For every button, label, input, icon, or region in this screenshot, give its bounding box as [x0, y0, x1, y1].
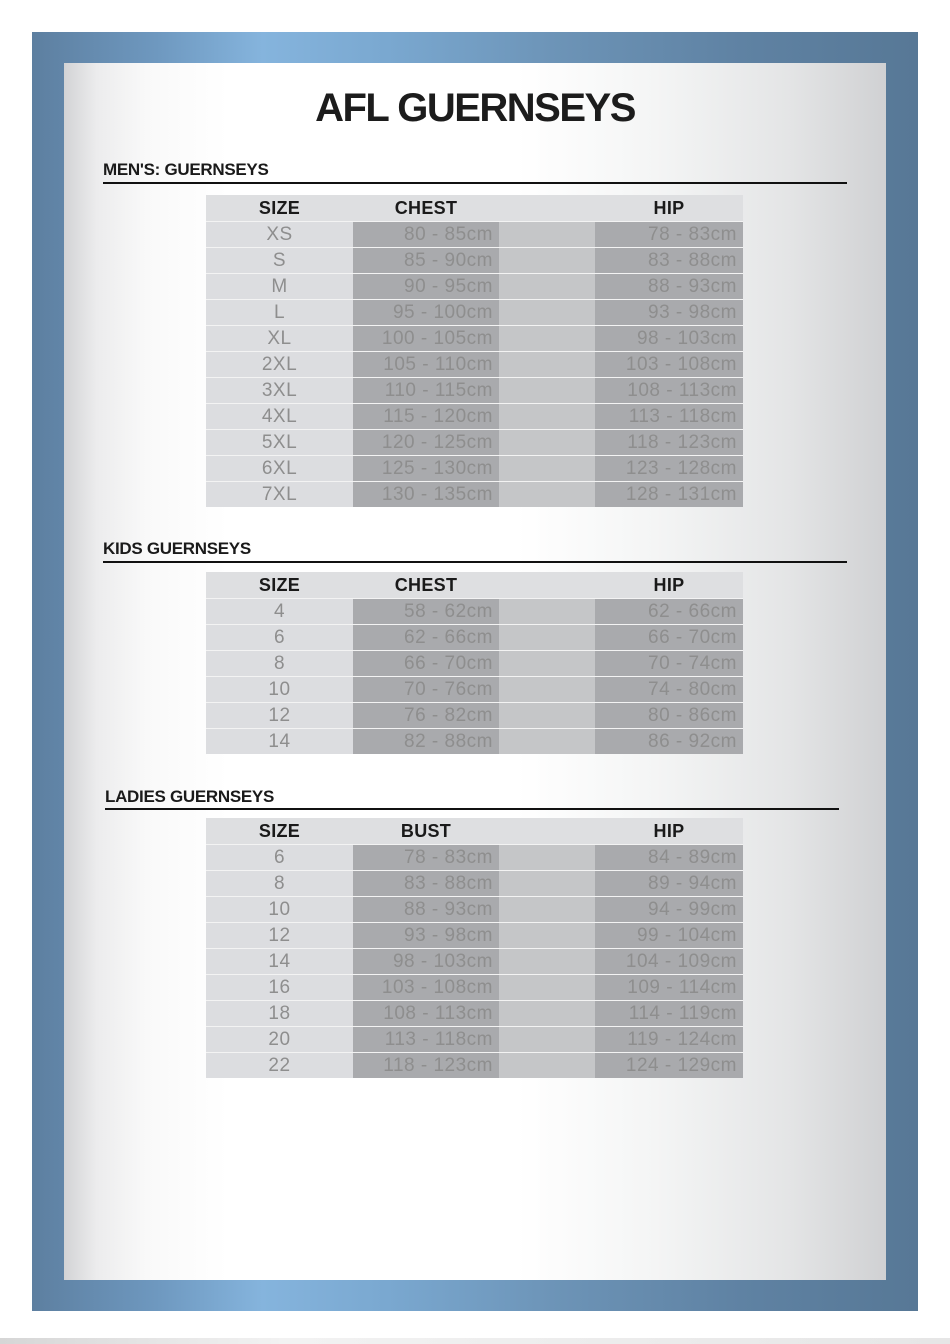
- chest-cell: 110 - 115cm: [353, 378, 499, 403]
- size-cell: S: [206, 248, 353, 273]
- size-cell: XL: [206, 326, 353, 351]
- hip-cell: 114 - 119cm: [595, 1001, 743, 1026]
- chest-cell: 76 - 82cm: [353, 703, 499, 728]
- header-chest: CHEST: [394, 574, 458, 595]
- spacer-cell: [499, 703, 595, 728]
- spacer-cell: [499, 897, 595, 922]
- table-row: [206, 481, 743, 507]
- chest-cell: 80 - 85cm: [353, 222, 499, 247]
- table-row: [206, 624, 743, 650]
- size-cell: 3XL: [206, 378, 353, 403]
- table-row: [206, 325, 743, 351]
- chest-cell: 82 - 88cm: [353, 729, 499, 754]
- header-size: SIZE: [258, 820, 301, 841]
- spacer-cell: [499, 845, 595, 870]
- bust-cell: 113 - 118cm: [353, 1027, 499, 1052]
- size-cell: 4: [206, 599, 353, 624]
- chest-cell: 85 - 90cm: [353, 248, 499, 273]
- header-hip: HIP: [653, 820, 685, 841]
- spacer-cell: [499, 1027, 595, 1052]
- chest-cell: 130 - 135cm: [353, 482, 499, 507]
- spacer-cell: [499, 599, 595, 624]
- kids-size-table: [206, 572, 743, 754]
- hip-cell: 84 - 89cm: [595, 845, 743, 870]
- chest-cell: 66 - 70cm: [353, 651, 499, 676]
- size-cell: 7XL: [206, 482, 353, 507]
- hip-cell: 62 - 66cm: [595, 599, 743, 624]
- spacer-cell: [499, 923, 595, 948]
- chest-cell: 70 - 76cm: [353, 677, 499, 702]
- chest-cell: 58 - 62cm: [353, 599, 499, 624]
- hip-cell: 118 - 123cm: [595, 430, 743, 455]
- table-row: [206, 974, 743, 1000]
- header-hip: HIP: [653, 574, 685, 595]
- table-row: [206, 728, 743, 754]
- table-row: [206, 844, 743, 870]
- header-hip: HIP: [653, 197, 685, 218]
- hip-cell: 128 - 131cm: [595, 482, 743, 507]
- size-cell: 22: [206, 1053, 353, 1078]
- table-header-row: [206, 195, 743, 221]
- size-cell: 14: [206, 949, 353, 974]
- spacer-cell: [499, 274, 595, 299]
- size-cell: 18: [206, 1001, 353, 1026]
- hip-cell: 119 - 124cm: [595, 1027, 743, 1052]
- table-row: [206, 1000, 743, 1026]
- spacer-cell: [499, 378, 595, 403]
- hip-cell: 86 - 92cm: [595, 729, 743, 754]
- hip-cell: 66 - 70cm: [595, 625, 743, 650]
- ladies-section-heading: LADIES GUERNSEYS: [105, 787, 275, 806]
- spacer-cell: [499, 729, 595, 754]
- spacer-cell: [499, 456, 595, 481]
- hip-cell: 113 - 118cm: [595, 404, 743, 429]
- table-row: [206, 377, 743, 403]
- spacer-cell: [499, 625, 595, 650]
- ladies-section-rule: [105, 808, 839, 810]
- spacer-cell: [499, 1053, 595, 1078]
- ladies-size-table: [206, 818, 743, 1078]
- hip-cell: 108 - 113cm: [595, 378, 743, 403]
- table-row: [206, 273, 743, 299]
- table-header-row: [206, 572, 743, 598]
- header-bust: BUST: [400, 820, 452, 841]
- hip-cell: 83 - 88cm: [595, 248, 743, 273]
- hip-cell: 109 - 114cm: [595, 975, 743, 1000]
- spacer-cell: [499, 352, 595, 377]
- bottom-strip: [0, 1338, 950, 1344]
- bust-cell: 83 - 88cm: [353, 871, 499, 896]
- size-cell: 8: [206, 651, 353, 676]
- spacer-cell: [499, 248, 595, 273]
- table-row: [206, 702, 743, 728]
- bust-cell: 78 - 83cm: [353, 845, 499, 870]
- size-cell: 6: [206, 845, 353, 870]
- hip-cell: 123 - 128cm: [595, 456, 743, 481]
- hip-cell: 74 - 80cm: [595, 677, 743, 702]
- hip-cell: 98 - 103cm: [595, 326, 743, 351]
- mens-size-table: [206, 195, 743, 507]
- table-row: [206, 247, 743, 273]
- table-row: [206, 1026, 743, 1052]
- spacer-cell: [499, 430, 595, 455]
- kids-section-heading: KIDS GUERNSEYS: [103, 539, 251, 558]
- table-row: [206, 922, 743, 948]
- bust-cell: 118 - 123cm: [353, 1053, 499, 1078]
- mens-section-heading: MEN'S: GUERNSEYS: [103, 160, 269, 179]
- table-row: [206, 870, 743, 896]
- size-cell: 20: [206, 1027, 353, 1052]
- hip-cell: 103 - 108cm: [595, 352, 743, 377]
- bust-cell: 103 - 108cm: [353, 975, 499, 1000]
- kids-section-rule: [103, 561, 847, 563]
- size-cell: M: [206, 274, 353, 299]
- bust-cell: 88 - 93cm: [353, 897, 499, 922]
- hip-cell: 78 - 83cm: [595, 222, 743, 247]
- spacer-cell: [499, 482, 595, 507]
- page-title: AFL GUERNSEYS: [315, 86, 635, 130]
- spacer-cell: [499, 651, 595, 676]
- table-row: [206, 351, 743, 377]
- table-row: [206, 429, 743, 455]
- chest-cell: 95 - 100cm: [353, 300, 499, 325]
- hip-cell: 89 - 94cm: [595, 871, 743, 896]
- chest-cell: 90 - 95cm: [353, 274, 499, 299]
- spacer-cell: [499, 404, 595, 429]
- size-cell: 6: [206, 625, 353, 650]
- size-cell: 16: [206, 975, 353, 1000]
- header-size: SIZE: [258, 197, 301, 218]
- hip-cell: 124 - 129cm: [595, 1053, 743, 1078]
- table-row: [206, 676, 743, 702]
- spacer-cell: [499, 677, 595, 702]
- size-cell: 8: [206, 871, 353, 896]
- size-cell: 12: [206, 703, 353, 728]
- spacer-cell: [499, 871, 595, 896]
- size-cell: 5XL: [206, 430, 353, 455]
- size-cell: 6XL: [206, 456, 353, 481]
- size-cell: 4XL: [206, 404, 353, 429]
- size-cell: XS: [206, 222, 353, 247]
- table-row: [206, 1052, 743, 1078]
- hip-cell: 93 - 98cm: [595, 300, 743, 325]
- header-chest: CHEST: [394, 197, 458, 218]
- hip-cell: 99 - 104cm: [595, 923, 743, 948]
- size-cell: L: [206, 300, 353, 325]
- bust-cell: 108 - 113cm: [353, 1001, 499, 1026]
- spacer-cell: [499, 975, 595, 1000]
- chest-cell: 100 - 105cm: [353, 326, 499, 351]
- size-cell: 10: [206, 677, 353, 702]
- table-row: [206, 455, 743, 481]
- header-size: SIZE: [258, 574, 301, 595]
- spacer-cell: [499, 222, 595, 247]
- bust-cell: 98 - 103cm: [353, 949, 499, 974]
- spacer-cell: [499, 1001, 595, 1026]
- table-row: [206, 403, 743, 429]
- size-cell: 14: [206, 729, 353, 754]
- table-row: [206, 650, 743, 676]
- mens-section-rule: [103, 182, 847, 184]
- hip-cell: 88 - 93cm: [595, 274, 743, 299]
- chest-cell: 125 - 130cm: [353, 456, 499, 481]
- table-row: [206, 221, 743, 247]
- chest-cell: 120 - 125cm: [353, 430, 499, 455]
- hip-cell: 80 - 86cm: [595, 703, 743, 728]
- table-header-row: [206, 818, 743, 844]
- spacer-cell: [499, 300, 595, 325]
- table-row: [206, 299, 743, 325]
- header-spacer: [499, 195, 595, 221]
- size-cell: 12: [206, 923, 353, 948]
- table-row: [206, 948, 743, 974]
- table-row: [206, 598, 743, 624]
- size-cell: 10: [206, 897, 353, 922]
- table-row: [206, 896, 743, 922]
- hip-cell: 70 - 74cm: [595, 651, 743, 676]
- header-spacer: [499, 572, 595, 598]
- header-spacer: [499, 818, 595, 844]
- hip-cell: 94 - 99cm: [595, 897, 743, 922]
- bust-cell: 93 - 98cm: [353, 923, 499, 948]
- chest-cell: 105 - 110cm: [353, 352, 499, 377]
- chest-cell: 115 - 120cm: [353, 404, 499, 429]
- chest-cell: 62 - 66cm: [353, 625, 499, 650]
- spacer-cell: [499, 949, 595, 974]
- hip-cell: 104 - 109cm: [595, 949, 743, 974]
- size-cell: 2XL: [206, 352, 353, 377]
- spacer-cell: [499, 326, 595, 351]
